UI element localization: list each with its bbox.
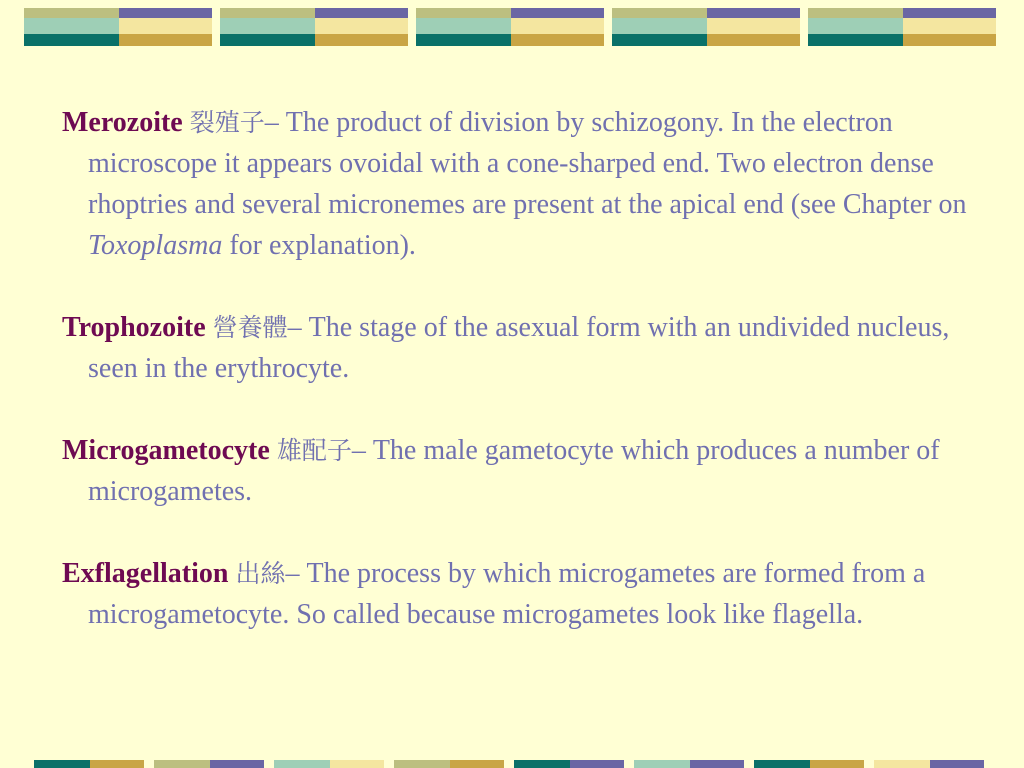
- definition-text: – The male gametocyte which produces a number of microgametes.: [88, 435, 940, 507]
- top-decorative-band: [24, 8, 1000, 46]
- definition-merozoite: [62, 102, 1002, 266]
- term-chinese: 營養體: [212, 313, 288, 342]
- term-chinese: 裂殖子: [189, 108, 265, 137]
- decorative-segment: [570, 760, 624, 768]
- definition-text: – The product of division by schizogony. In the electron microscope it appears ovoidal with a cone-sharped end. Two electron dense rhoptries and several micronemes are present at the apical end (see Chapter on: [88, 107, 967, 220]
- italic-term: Toxoplasma: [88, 230, 223, 261]
- definition-exflagellation: [62, 553, 1002, 635]
- decorative-segment: [90, 760, 144, 768]
- decorative-segment: [34, 760, 90, 768]
- decorative-segment: [154, 760, 210, 768]
- term-title: Exflagellation: [62, 558, 229, 589]
- decorative-segment: [330, 760, 384, 768]
- term-title: Trophozoite: [62, 312, 206, 343]
- decorative-segment: [394, 760, 450, 768]
- decorative-tile: [808, 8, 996, 46]
- definition-text-end: for explanation).: [222, 230, 416, 261]
- decorative-segment: [810, 760, 864, 768]
- definition-microgametocyte: [62, 430, 1002, 512]
- term-title: Merozoite: [62, 107, 183, 138]
- decorative-tile: [24, 8, 212, 46]
- term-title: Microgametocyte: [62, 435, 270, 466]
- decorative-tile: [416, 8, 604, 46]
- decorative-tile: [220, 8, 408, 46]
- decorative-tile: [612, 8, 800, 46]
- decorative-segment: [514, 760, 570, 768]
- term-chinese: 雄配子: [276, 436, 352, 465]
- decorative-segment: [450, 760, 504, 768]
- decorative-segment: [754, 760, 810, 768]
- decorative-segment: [274, 760, 330, 768]
- definition-text: – The process by which microgametes are formed from a microgametocyte. So called because microgametes look like flagella.: [88, 558, 926, 630]
- definition-trophozoite: [62, 307, 1002, 389]
- definitions-list: [62, 102, 1002, 676]
- term-chinese: 出絲: [235, 559, 286, 588]
- definition-text: – The stage of the asexual form with an undivided nucleus, seen in the erythrocyte.: [88, 312, 950, 384]
- decorative-segment: [210, 760, 264, 768]
- decorative-segment: [930, 760, 984, 768]
- decorative-segment: [874, 760, 930, 768]
- decorative-segment: [634, 760, 690, 768]
- bottom-decorative-band: [34, 760, 984, 768]
- decorative-segment: [690, 760, 744, 768]
